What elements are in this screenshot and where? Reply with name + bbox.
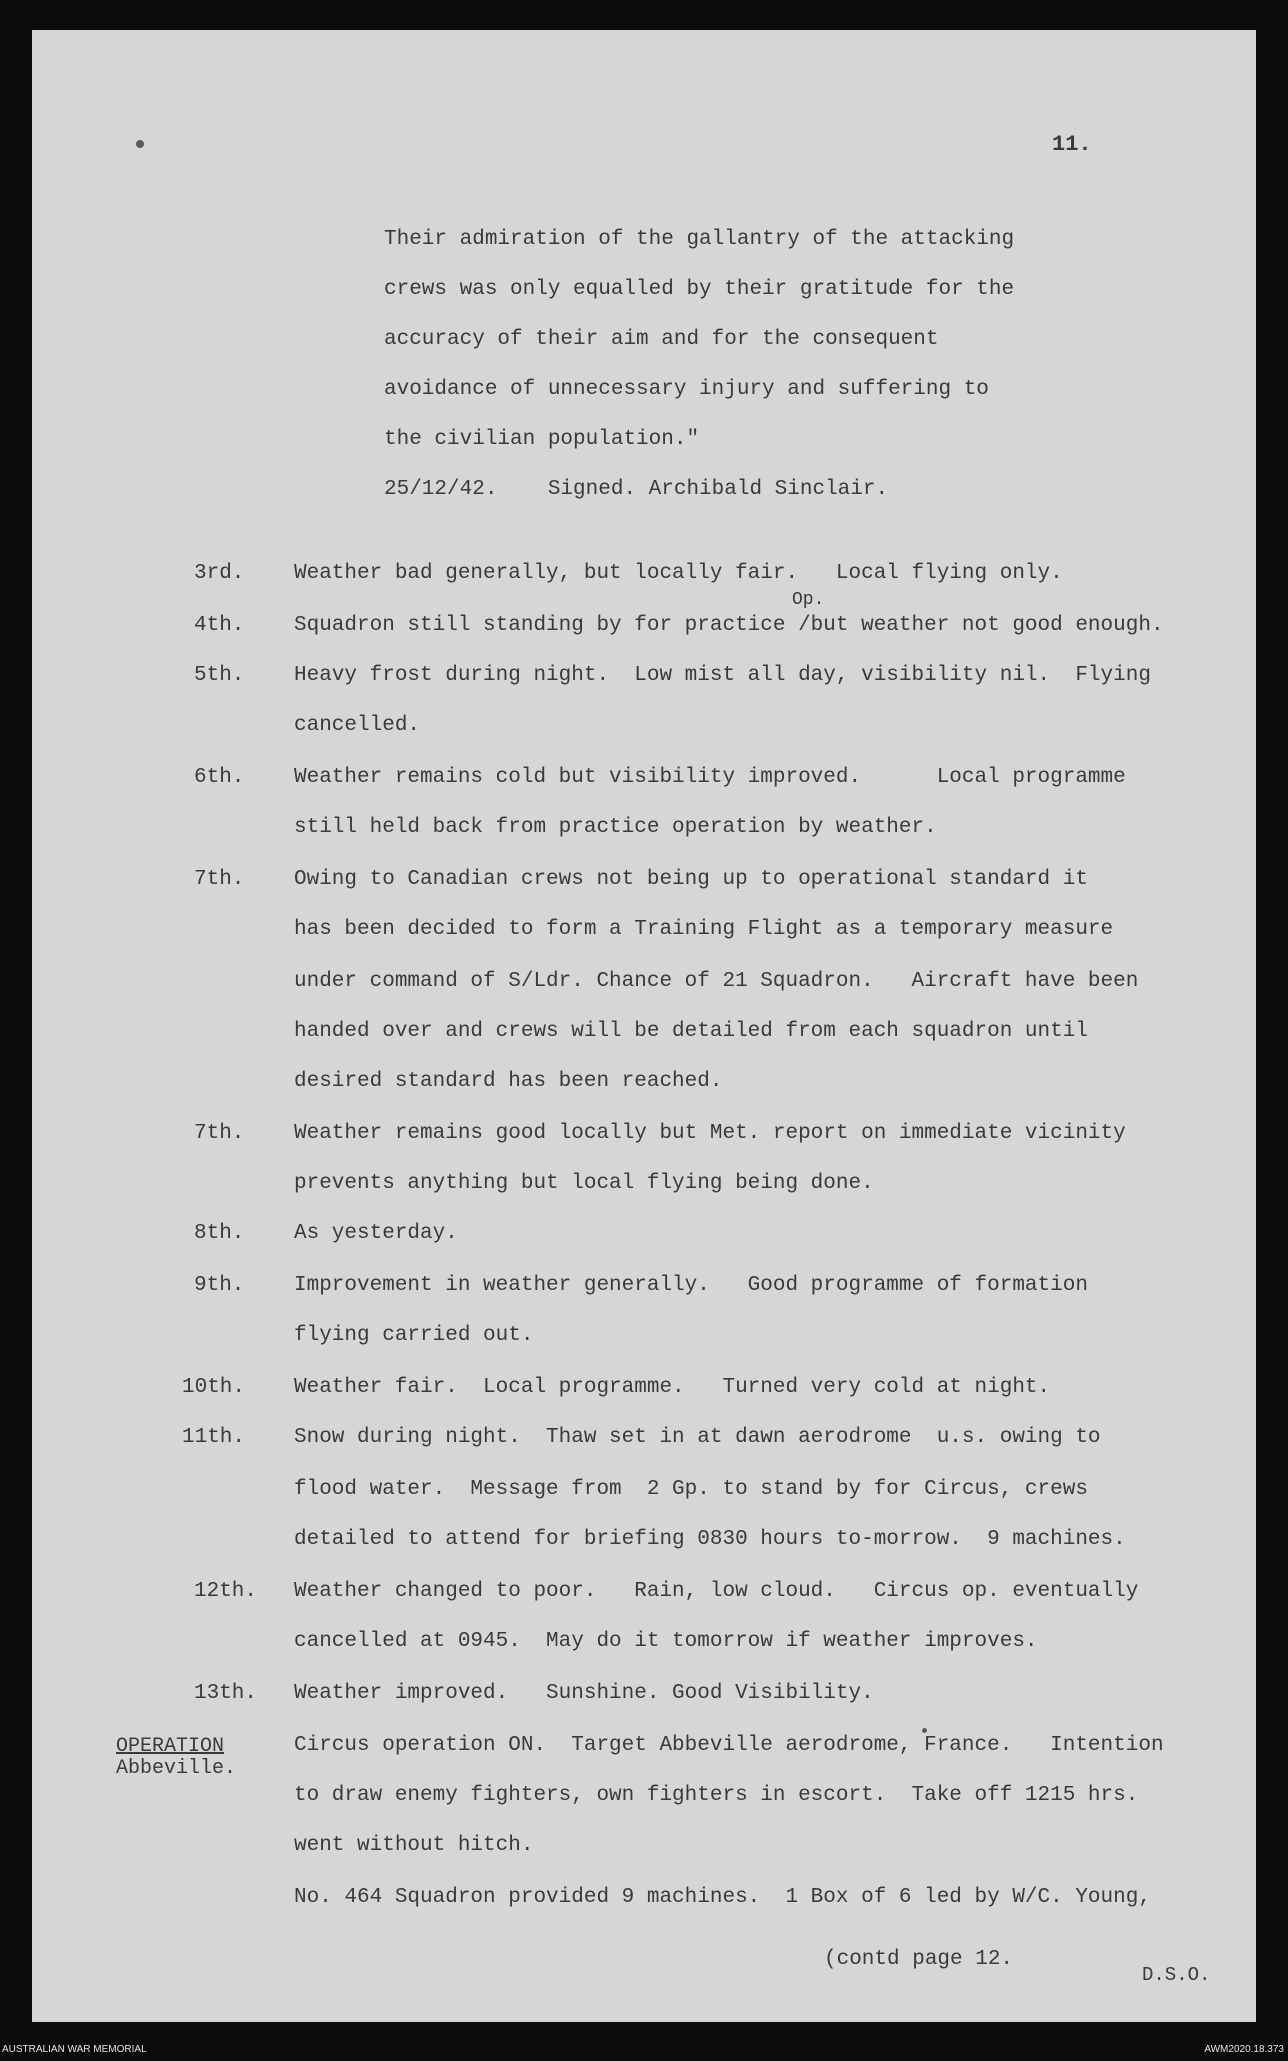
footer-archive-name: AUSTRALIAN WAR MEMORIAL xyxy=(2,2044,147,2055)
entry-line: still held back from practice operation by weather. xyxy=(294,816,937,839)
entry-line: As yesterday. xyxy=(294,1222,458,1245)
entry-line: Snow during night. Thaw set in at dawn aerodrome u.s. owing to xyxy=(294,1426,1101,1449)
entry-date: 7th. xyxy=(194,1122,245,1145)
entry-date: 4th. xyxy=(194,614,245,637)
entry-line: flying carried out. xyxy=(294,1324,534,1347)
page-number: 11. xyxy=(1052,132,1092,157)
quote-line: avoidance of unnecessary injury and suffering to xyxy=(384,378,989,401)
entry-line: detailed to attend for briefing 0830 hours to-morrow. 9 machines. xyxy=(294,1528,1126,1551)
entry-date: 10th. xyxy=(182,1376,246,1399)
entry-line: Weather bad generally, but locally fair. Local flying only. xyxy=(294,562,1063,585)
entry-line: desired standard has been reached. xyxy=(294,1070,723,1093)
ink-speck xyxy=(922,1728,927,1733)
entry-date: 13th. xyxy=(194,1682,258,1705)
entry-line: Weather improved. Sunshine. Good Visibility. xyxy=(294,1682,874,1705)
entry-date: 5th. xyxy=(194,664,245,687)
entry-line: Circus operation ON. Target Abbeville aerodrome, France. Intention xyxy=(294,1734,1164,1757)
dso-initials: D.S.O. xyxy=(1142,1964,1211,1986)
quote-signature-line: 25/12/42. Signed. Archibald Sinclair. xyxy=(384,478,889,501)
entry-date: 9th. xyxy=(194,1274,245,1297)
entry-line: has been decided to form a Training Flight as a temporary measure xyxy=(294,918,1114,941)
entry-line: No. 464 Squadron provided 9 machines. 1 Box of 6 led by W/C. Young, xyxy=(294,1886,1151,1909)
entry-line: Weather changed to poor. Rain, low cloud. Circus op. eventually xyxy=(294,1580,1139,1603)
entry-date: 7th. xyxy=(194,868,245,891)
entry-date: 6th. xyxy=(194,766,245,789)
quote-line: Their admiration of the gallantry of the attacking xyxy=(384,228,1015,251)
continued-note: (contd page 12. xyxy=(824,1948,1014,1971)
footer-archive-id: AWM2020.18.373 xyxy=(1204,2044,1284,2055)
entry-line: cancelled at 0945. May do it tomorrow if weather improves. xyxy=(294,1630,1038,1653)
entry-line: Improvement in weather generally. Good programme of formation xyxy=(294,1274,1088,1297)
entry-line: Weather remains cold but visibility improved. Local programme xyxy=(294,766,1126,789)
entry-line: prevents anything but local flying being done. xyxy=(294,1172,874,1195)
entry-line: cancelled. xyxy=(294,714,421,737)
quote-line: accuracy of their aim and for the consequent xyxy=(384,328,939,351)
entry-date: 12th. xyxy=(194,1580,258,1603)
entry-line: flood water. Message from 2 Gp. to stand by for Circus, crews xyxy=(294,1478,1088,1501)
entry-line: handed over and crews will be detailed from each squadron until xyxy=(294,1020,1088,1043)
operation-side-heading xyxy=(116,1736,236,1780)
entry-date: 11th. xyxy=(182,1426,246,1449)
entry-line: Owing to Canadian crews not being up to operational standard it xyxy=(294,868,1088,891)
side-heading-title: OPERATION xyxy=(116,1735,225,1758)
entry-line: Weather remains good locally but Met. report on immediate vicinity xyxy=(294,1122,1126,1145)
entry-date: 8th. xyxy=(194,1222,245,1245)
ink-speck xyxy=(136,140,144,148)
entry-line: Weather fair. Local programme. Turned very cold at night. xyxy=(294,1376,1051,1399)
handwritten-op-insert: Op. xyxy=(792,590,825,610)
entry-line: Heavy frost during night. Low mist all day, visibility nil. Flying xyxy=(294,664,1151,687)
entry-date: 3rd. xyxy=(194,562,245,585)
entry-line: went without hitch. xyxy=(294,1834,534,1857)
quote-line: crews was only equalled by their gratitude for the xyxy=(384,278,1015,301)
entry-line: Squadron still standing by for practice /but weather not good enough. xyxy=(294,614,1164,637)
document-page xyxy=(32,30,1256,2022)
entry-line: under command of S/Ldr. Chance of 21 Squadron. Aircraft have been xyxy=(294,970,1139,993)
side-heading-place: Abbeville. xyxy=(116,1757,237,1780)
quote-line: the civilian population." xyxy=(384,428,700,451)
entry-line: to draw enemy fighters, own fighters in escort. Take off 1215 hrs. xyxy=(294,1784,1139,1807)
